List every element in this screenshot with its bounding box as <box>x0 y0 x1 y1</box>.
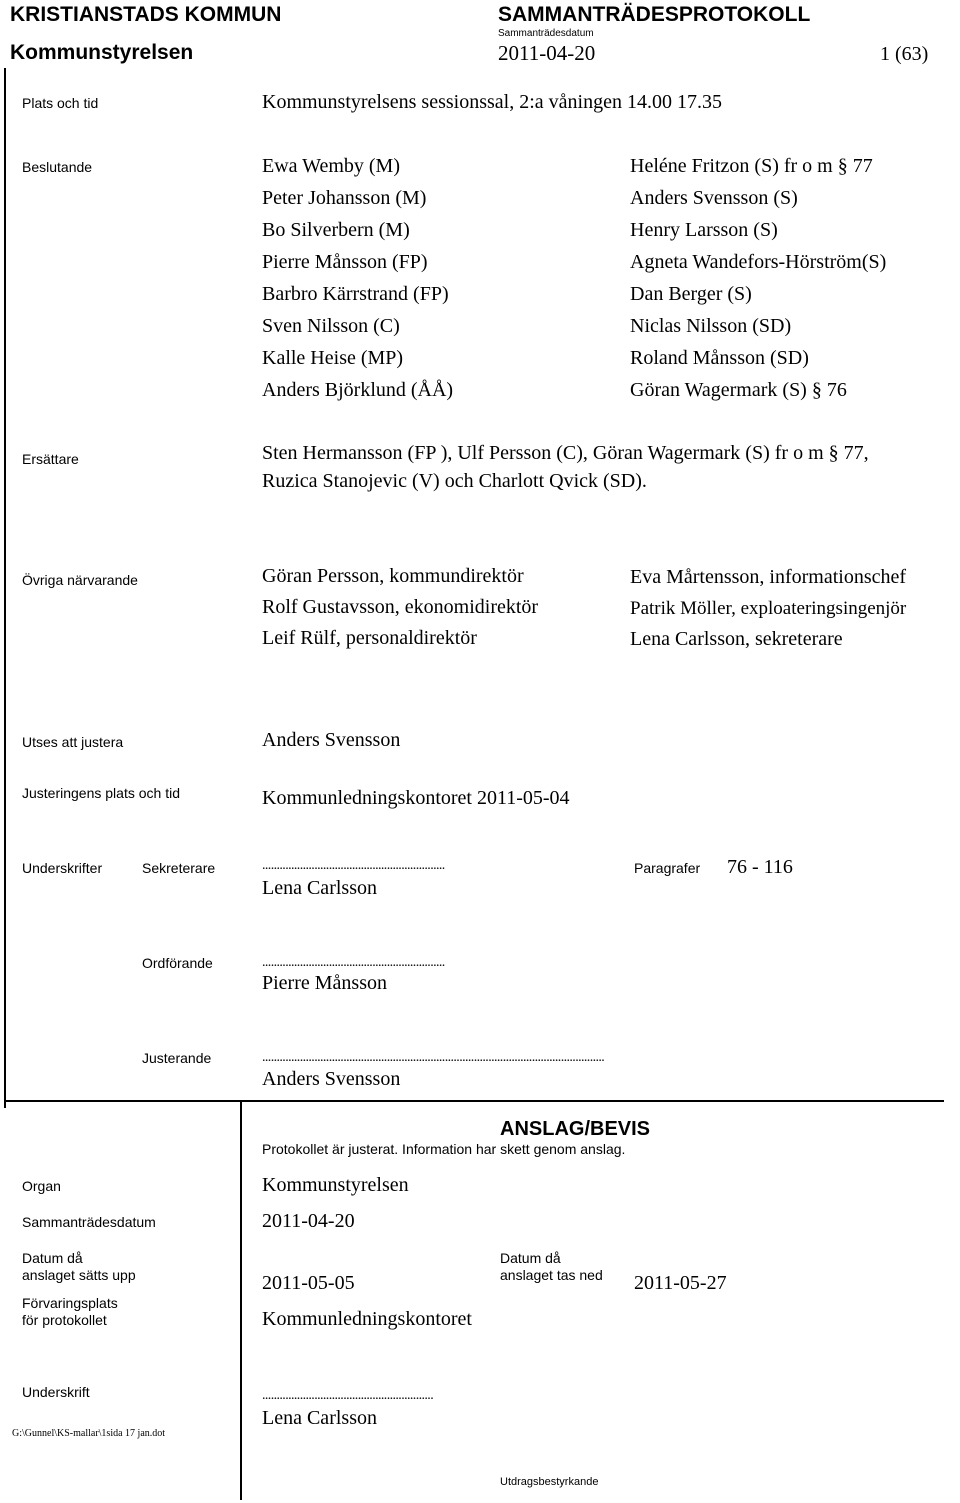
paragraphs-value: 76 - 116 <box>727 856 793 878</box>
secretary-signature-line: ............................................................... <box>262 858 445 873</box>
notice-title: ANSLAG/BEVIS <box>500 1118 651 1140</box>
municipality-name: KRISTIANSTADS KOMMUN <box>10 3 282 26</box>
removed-date: 2011-05-27 <box>634 1272 727 1294</box>
organ-value: Kommunstyrelsen <box>262 1174 409 1196</box>
extract-certification-label: Utdragsbestyrkande <box>500 1476 599 1488</box>
chair-name: Pierre Månsson <box>262 972 387 994</box>
others-present-label: Övriga närvarande <box>22 572 138 588</box>
adjuster-signature-line: ...................................................................................................................... <box>262 1050 605 1065</box>
member-right: Göran Wagermark (S) § 76 <box>630 379 847 401</box>
left-border-upper <box>4 68 6 1108</box>
member-left: Bo Silverbern (M) <box>262 219 410 241</box>
secretary-name: Lena Carlsson <box>262 877 377 899</box>
adjuster-label: Utses att justera <box>22 734 124 750</box>
adjuster-value: Anders Svensson <box>262 729 401 751</box>
adjuster-sign-label: Justerande <box>142 1050 212 1066</box>
section-divider <box>4 1100 944 1102</box>
notice-signature-line: ........................................................... <box>262 1388 434 1403</box>
document-type: SAMMANTRÄDESPROTOKOLL <box>498 3 811 26</box>
adjustment-place-label: Justeringens plats och tid <box>22 785 180 801</box>
member-right: Dan Berger (S) <box>630 283 752 305</box>
member-left: Kalle Heise (MP) <box>262 347 404 369</box>
removed-label-2: anslaget tas ned <box>500 1267 603 1283</box>
attendee-left: Göran Persson, kommundirektör <box>262 565 524 587</box>
notice-date-value: 2011-04-20 <box>262 1210 355 1232</box>
member-right: Heléne Fritzon (S) fr o m § 77 <box>630 155 873 177</box>
adjuster-sign-name: Anders Svensson <box>262 1068 401 1090</box>
substitutes-line-2: Ruzica Stanojevic (V) och Charlott Qvick (SD). <box>262 470 647 492</box>
secretary-label: Sekreterare <box>142 860 216 876</box>
substitutes-label: Ersättare <box>22 451 79 467</box>
committee-name: Kommunstyrelsen <box>10 41 194 64</box>
meeting-date: 2011-04-20 <box>498 41 596 65</box>
attendee-right: Patrik Möller, exploateringsingenjör <box>630 598 907 619</box>
substitutes-line-1: Sten Hermansson (FP ), Ulf Persson (C), Göran Wagermark (S) fr o m § 77, <box>262 442 869 464</box>
member-left: Pierre Månsson (FP) <box>262 251 428 273</box>
notice-signature-name: Lena Carlsson <box>262 1407 377 1429</box>
signature-label: Underskrift <box>22 1384 90 1400</box>
notice-inner-border <box>240 1100 242 1500</box>
member-left: Sven Nilsson (C) <box>262 315 400 337</box>
member-left: Peter Johansson (M) <box>262 187 427 209</box>
storage-label-2: för protokollet <box>22 1312 107 1328</box>
member-right: Anders Svensson (S) <box>630 187 798 209</box>
posted-date: 2011-05-05 <box>262 1272 355 1294</box>
chair-signature-line: ............................................................... <box>262 955 445 970</box>
member-left: Barbro Kärrstrand (FP) <box>262 283 449 305</box>
member-left: Anders Björklund (ÅÅ) <box>262 379 454 401</box>
member-right: Roland Månsson (SD) <box>630 347 809 369</box>
attendee-right: Eva Mårtensson, informationschef <box>630 566 907 588</box>
decision-makers-label: Beslutande <box>22 159 93 175</box>
meeting-date-caption: Sammanträdesdatum <box>498 28 594 39</box>
storage-value: Kommunledningskontoret <box>262 1308 472 1330</box>
page-number: 1 (63) <box>880 43 929 65</box>
place-label: Plats och tid <box>22 95 99 111</box>
removed-label-1: Datum då <box>500 1250 561 1266</box>
organ-label: Organ <box>22 1178 61 1194</box>
posted-label-1: Datum då <box>22 1250 83 1266</box>
posted-label-2: anslaget sätts upp <box>22 1267 136 1283</box>
template-file-path: G:\Gunnel\KS-mallar\1sida 17 jan.dot <box>12 1428 166 1439</box>
member-left: Ewa Wemby (M) <box>262 155 400 177</box>
notice-subtitle: Protokollet är justerat. Information har skett genom anslag. <box>262 1141 626 1157</box>
storage-label-1: Förvaringsplats <box>22 1295 118 1311</box>
member-right: Agneta Wandefors-Hörström(S) <box>630 251 887 273</box>
place-value: Kommunstyrelsens sessionssal, 2:a våningen 14.00 17.35 <box>262 91 722 113</box>
adjustment-place-value: Kommunledningskontoret 2011-05-04 <box>262 787 570 809</box>
member-right: Niclas Nilsson (SD) <box>630 315 792 337</box>
signatures-label: Underskrifter <box>22 860 103 876</box>
paragraphs-label: Paragrafer <box>634 860 701 876</box>
attendee-left: Leif Rülf, personaldirektör <box>262 627 477 649</box>
member-right: Henry Larsson (S) <box>630 219 778 241</box>
attendee-left: Rolf Gustavsson, ekonomidirektör <box>262 596 539 618</box>
notice-date-label: Sammanträdesdatum <box>22 1214 156 1230</box>
attendee-right: Lena Carlsson, sekreterare <box>630 628 843 650</box>
chair-label: Ordförande <box>142 955 213 971</box>
